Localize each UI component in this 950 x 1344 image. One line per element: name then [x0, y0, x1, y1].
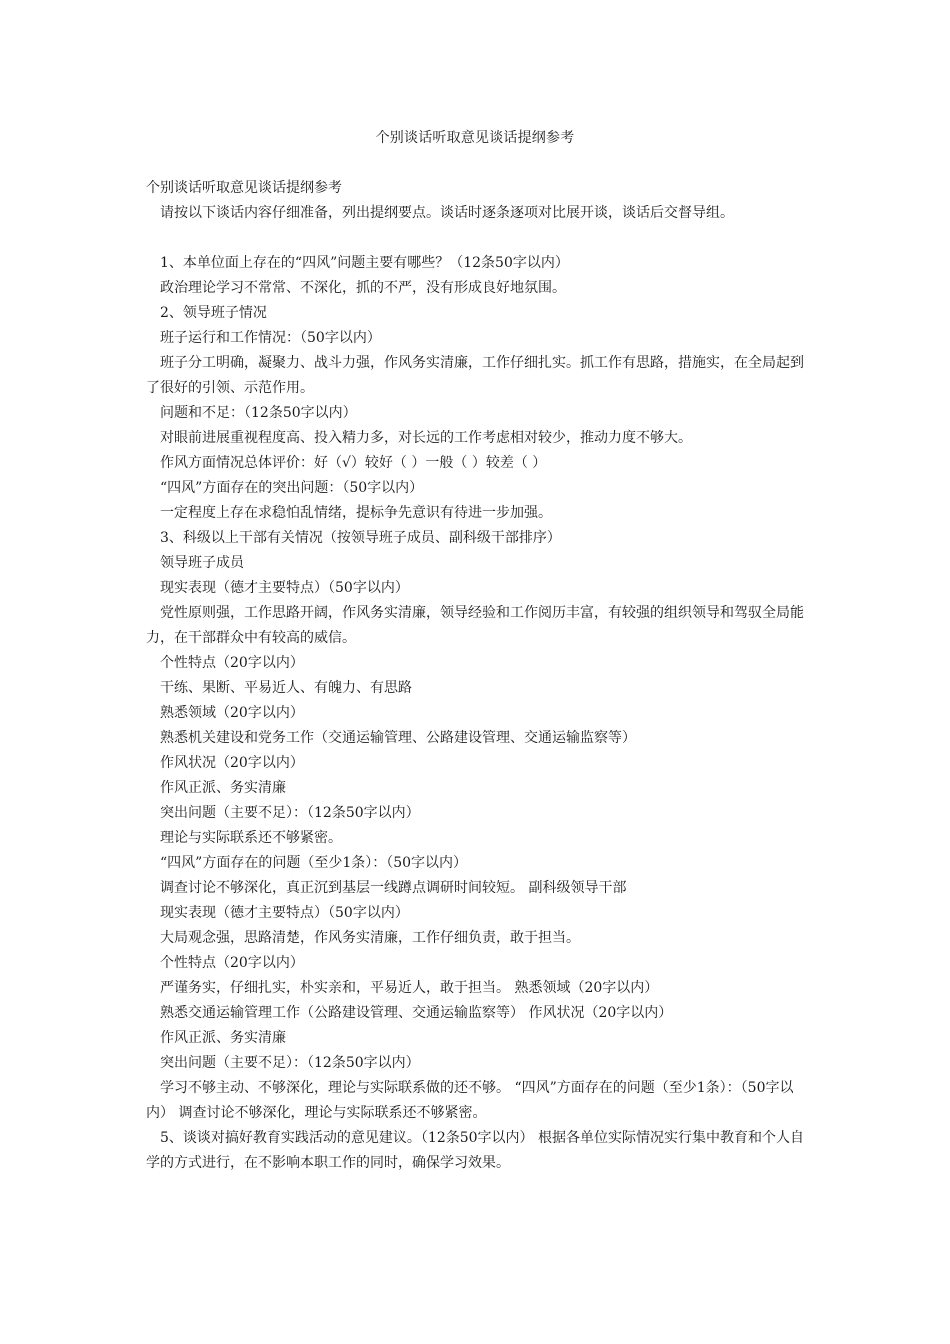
paragraph: 理论与实际联系还不够紧密。 — [160, 830, 342, 846]
paragraph: “四风”方面存在的问题（至少1条）：（50字以内） — [160, 855, 468, 871]
paragraph: 对眼前进展重视程度高、投入精力多，对长远的工作考虑相对较少，推动力度不够大。 — [160, 430, 692, 446]
paragraph: 请按以下谈话内容仔细准备，列出提纲要点。谈话时逐条逐项对比展开谈，谈话后交督导组。 — [160, 205, 734, 221]
paragraph: 2、领导班子情况 — [160, 305, 267, 321]
paragraph: 领导班子成员 — [160, 555, 244, 571]
paragraph: 大局观念强，思路清楚，作风务实清廉，工作仔细负责，敢于担当。 — [160, 930, 580, 946]
paragraph: 班子分工明确，凝聚力、战斗力强，作风务实清廉，工作仔细扎实。抓工作有思路，措施实，在全局起到了很好的引领、示范作用。 — [146, 355, 804, 396]
paragraph: 学习不够主动、不够深化，理论与实际联系做的还不够。 “四风”方面存在的问题（至少1条）：（50字以内） 调查讨论不够深化，理论与实际联系还不够紧密。 — [146, 1080, 794, 1121]
paragraph: 作风方面情况总体评价：好（√）较好（ ）一般（ ）较差（ ） — [160, 455, 547, 471]
paragraph: 突出问题（主要不足）：（12条50字以内） — [160, 1055, 420, 1071]
paragraph: 严谨务实，仔细扎实，朴实亲和，平易近人，敢于担当。 熟悉领域（20字以内） — [160, 980, 659, 996]
paragraph: 个别谈话听取意见谈话提纲参考 — [146, 180, 342, 196]
paragraph: 5、谈谈对搞好教育实践活动的意见建议。（12条50字以内） 根据各单位实际情况实行集中教育和个人自学的方式进行，在不影响本职工作的同时，确保学习效果。 — [146, 1130, 804, 1171]
paragraph: 现实表现（德才主要特点）（50字以内） — [160, 580, 409, 596]
paragraph: 作风正派、务实清廉 — [160, 1030, 286, 1046]
paragraph: 调查讨论不够深化，真正沉到基层一线蹲点调研时间较短。 副科级领导干部 — [160, 880, 627, 896]
paragraph: 熟悉机关建设和党务工作（交通运输管理、公路建设管理、交通运输监察等） — [160, 730, 636, 746]
paragraph: 班子运行和工作情况：（50字以内） — [160, 330, 381, 346]
paragraph: 政治理论学习不常常、不深化，抓的不严，没有形成良好地氛围。 — [160, 280, 566, 296]
paragraph: 作风正派、务实清廉 — [160, 780, 286, 796]
paragraph: 一定程度上存在求稳怕乱情绪，提标争先意识有待进一步加强。 — [160, 505, 552, 521]
paragraph: 个性特点（20字以内） — [160, 955, 304, 971]
paragraph: 突出问题（主要不足）：（12条50字以内） — [160, 805, 420, 821]
paragraph: 3、科级以上干部有关情况（按领导班子成员、副科级干部排序） — [160, 530, 561, 546]
document-title: 个别谈话听取意见谈话提纲参考 — [375, 130, 575, 146]
paragraph: 作风状况（20字以内） — [160, 755, 304, 771]
paragraph: 现实表现（德才主要特点）（50字以内） — [160, 905, 409, 921]
paragraph: 问题和不足：（12条50字以内） — [160, 405, 357, 421]
document-body — [146, 176, 816, 1176]
paragraph: “四风”方面存在的突出问题：（50字以内） — [160, 480, 424, 496]
paragraph: 熟悉领域（20字以内） — [160, 705, 304, 721]
paragraph: 个性特点（20字以内） — [160, 655, 304, 671]
paragraph: 干练、果断、平易近人、有魄力、有思路 — [160, 680, 412, 696]
paragraph: 党性原则强，工作思路开阔，作风务实清廉，领导经验和工作阅历丰富，有较强的组织领导和驾驭全局能力，在干部群众中有较高的威信。 — [146, 605, 804, 646]
paragraph: 1、本单位面上存在的“四风”问题主要有哪些？（12条50字以内） — [160, 255, 569, 271]
paragraph: 熟悉交通运输管理工作（公路建设管理、交通运输监察等） 作风状况（20字以内） — [160, 1005, 673, 1021]
blank-line — [146, 226, 816, 251]
